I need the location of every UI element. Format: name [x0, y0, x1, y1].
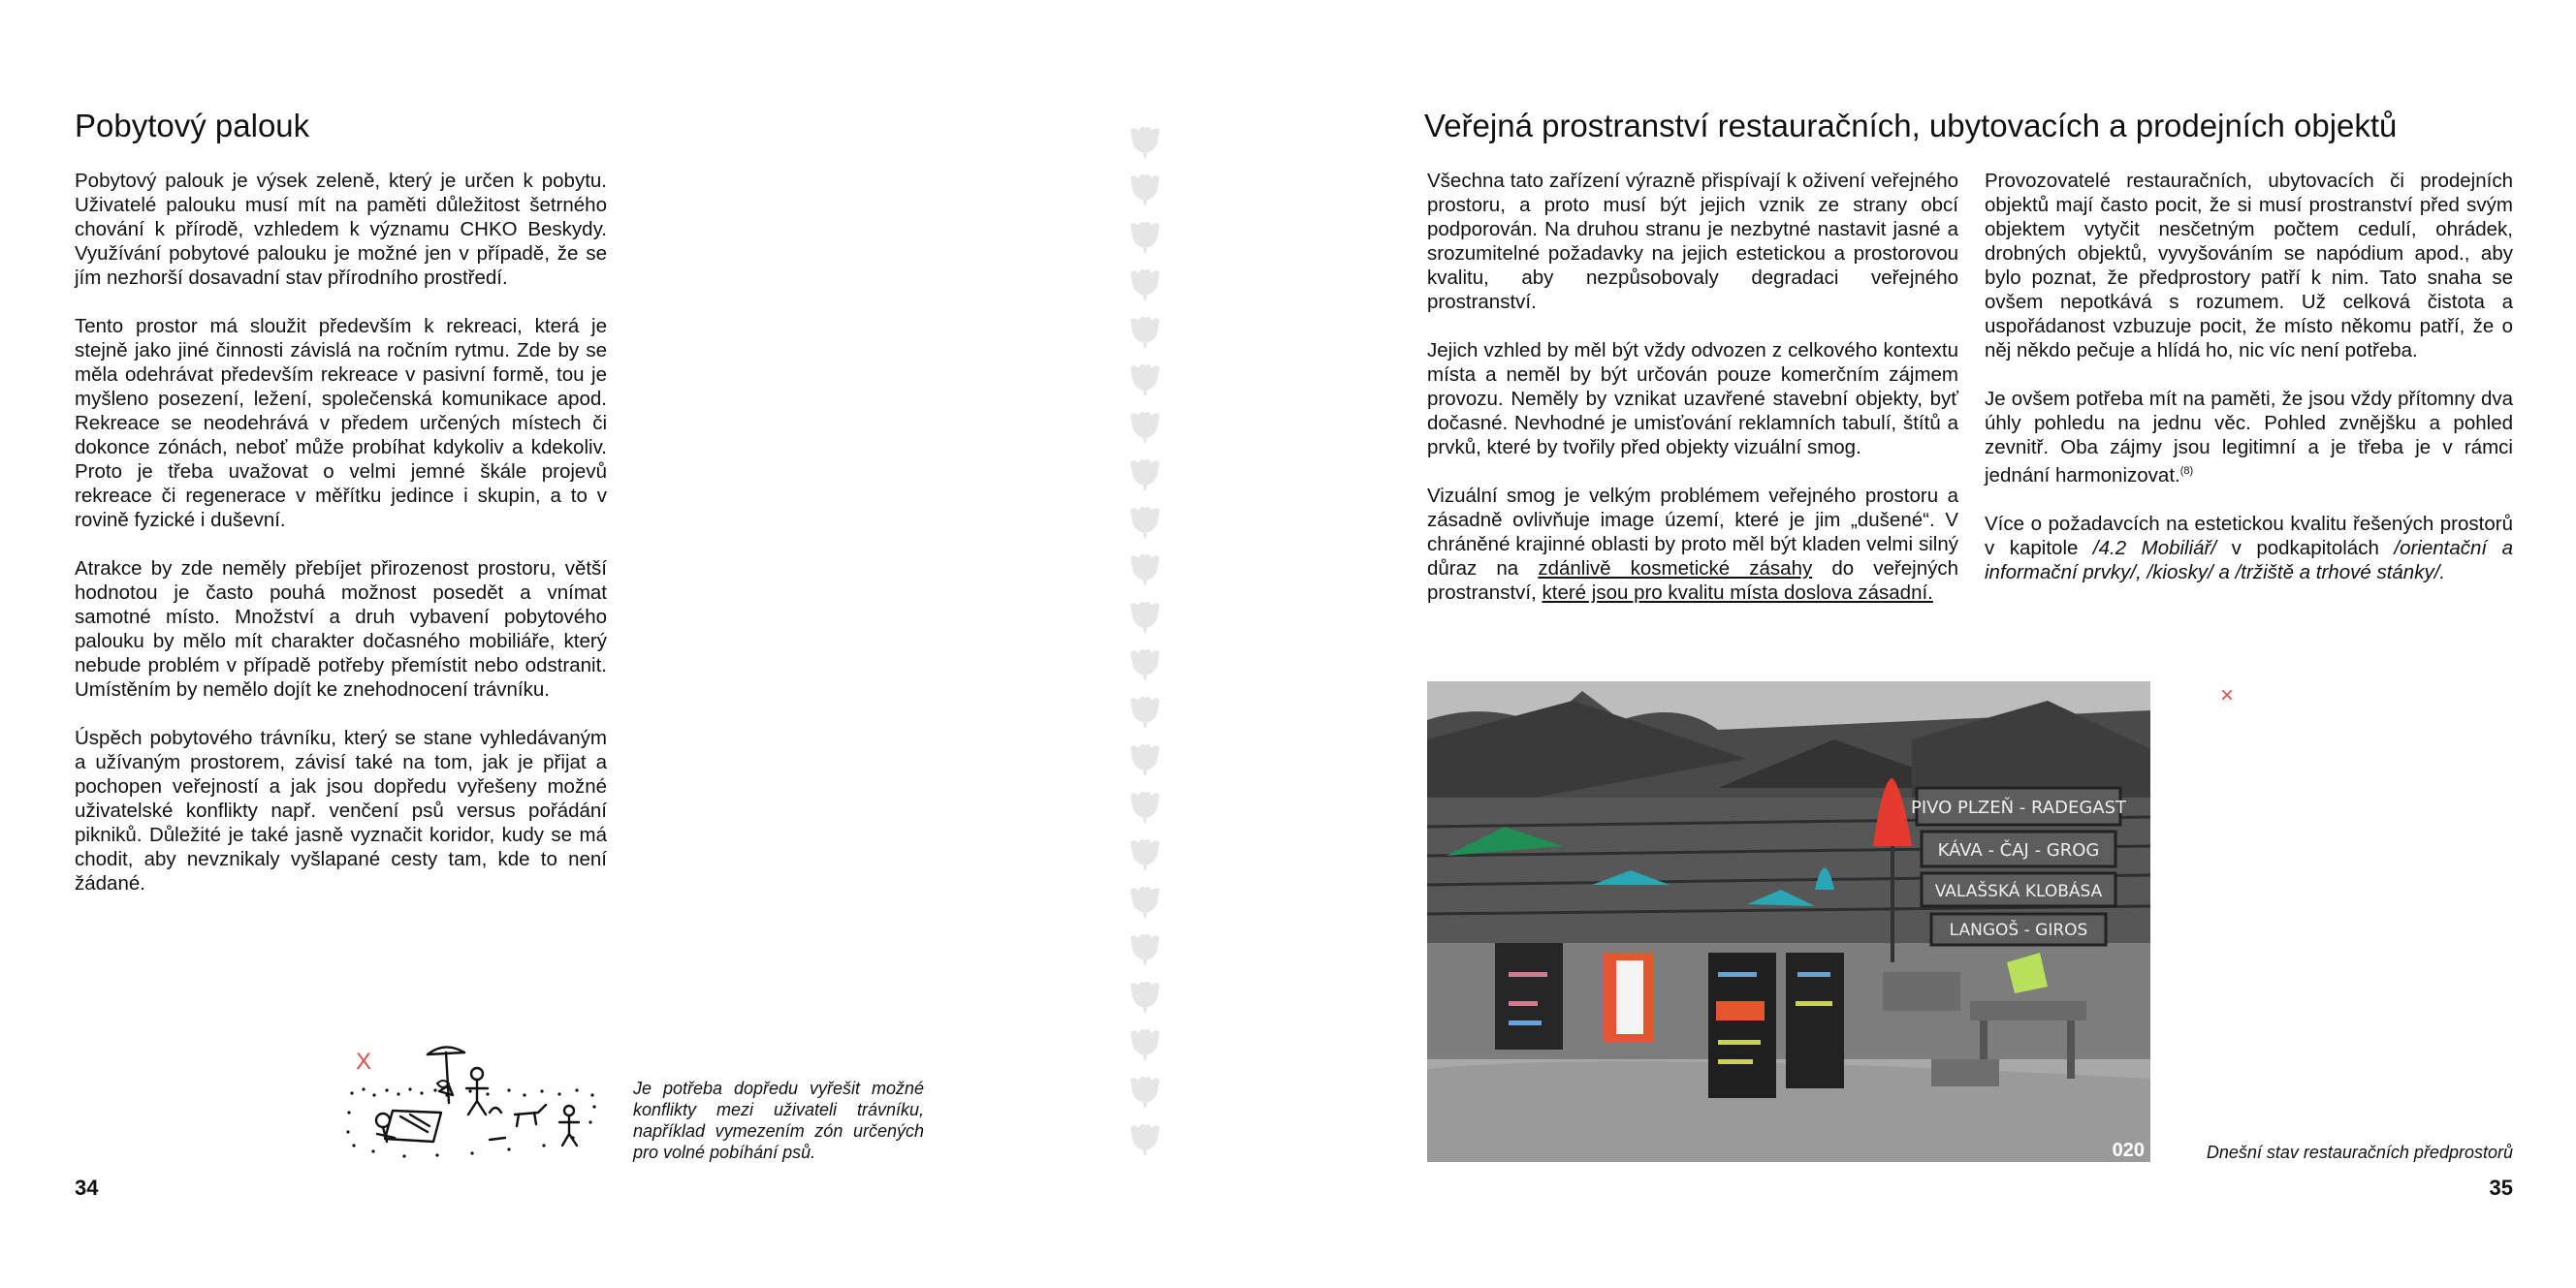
- underlined-phrase: které jsou pro kvalitu místa doslova zásadní.: [1542, 581, 1933, 604]
- page-number-right: 35: [2489, 1176, 2513, 1200]
- paragraph: Pobytový palouk je výsek zeleně, který je určen k pobytu. Uživatelé palouku musí mít na paměti důležitost šetrného chování k přírodě, vzhledem k významu CHKO Beskydy. Využívání pobytové palouku je možné jen v případě, že se jím nezhorší dosavadní stav přírodního prostředí.: [75, 170, 607, 289]
- page-number-left: 34: [75, 1176, 99, 1200]
- left-page-body: [75, 169, 607, 895]
- sign-text: VALAŠSKÁ KLOBÁSA: [1934, 882, 2103, 901]
- underlined-phrase: zdánlivě kosmetické zásahy: [1538, 557, 1813, 580]
- spine-bud-icon: [1130, 127, 1160, 1155]
- right-column-1: [1427, 169, 1958, 605]
- left-figure-caption: Je potřeba dopředu vyřešit možné konflikty mezi uživateli trávníku, například vymezením zón určených pro volné pobíhání psů.: [633, 1079, 924, 1162]
- spine-ornament: [1128, 124, 1162, 1161]
- sign-text: KÁVA - ČAJ - GROG: [1937, 840, 2100, 861]
- sign-text: LANGOŠ - GIROS: [1949, 921, 2088, 940]
- right-page-title: Veřejná prostranství restauračních, ubytovacích a prodejních objektů: [1424, 108, 2398, 143]
- paragraph: Vizuální smog je velkým problémem veřejného prostoru a zásadně ovlivňuje image území, které je jim „dušené“. V chráněné krajinné oblasti by proto měl být kladen velmi silný důraz na zdánlivě kosmetické zásahy do veřejných prostranství, které jsou pro kvalitu místa doslova zásadní.: [1427, 485, 1958, 604]
- restaurant-photo: [1427, 681, 2150, 1162]
- right-column-2: [1985, 169, 2513, 584]
- sign-text: PIVO PLZEŇ - RADEGAST: [1910, 798, 2127, 818]
- paragraph: Úspěch pobytového trávníku, který se stane vyhledávaným a užívaným prostorem, závisí také na tom, jak je přijat a pochopen veřejností a jak jsou dopředu vyřešeny možné uživatelské konflikty např. venčení psů versus pořádání pikniků. Důležité je také jasně vyznačit koridor, kudy se má chodit, aby nevznikaly vyšlapané cesty tam, kde to není žádané.: [75, 727, 607, 895]
- paragraph: Tento prostor má sloužit především k rekreaci, která je stejně jako jiné činnosti závislá na ročním rytmu. Zde by se měla odehrávat především rekreace v pasivní formě, tou je myšleno posezení, ležení, společenská komunikace apod. Rekreace se neodehrává v předem určených místech či dokonce zónách, neboť může probíhat kdykoliv a kdekoliv. Proto je třeba uvažovat o velmi jemné škále projevů rekreace či regenerace v měřítku jedince i skupin, a to v rovině fyzické i duševní.: [75, 315, 607, 531]
- paragraph: Více o požadavcích na estetickou kvalitu řešených prostorů v kapitole /4.2 Mobiliář/ v podkapitolách /orientační a informační prvky/, /kiosky/ a /tržiště a trhové stánky/.: [1985, 512, 2514, 583]
- photo-number: 020: [2112, 1140, 2145, 1161]
- sketch-marker: X: [356, 1049, 372, 1075]
- sketch-illustration-icon: [344, 1045, 601, 1163]
- right-figure-caption: Dnešní stav restauračních předprostorů: [2206, 1143, 2513, 1162]
- paragraph: Atrakce by zde neměly přebíjet přirozenost prostoru, větší hodnotou je často pouhá možnost posedět a vnímat samotné místo. Množství a druh vybavení pobytového palouku by mělo mít charakter dočasného mobiliáře, který nebude problém v případě potřeby přemístit nebo odstranit. Umístěním by nemělo dojít ke znehodnocení trávníku.: [75, 557, 607, 701]
- paragraph: Všechna tato zařízení výrazně přispívají k oživení veřejného prostoru, a proto musí být jejich vznik ze strany obcí podporován. Na druhou stranu je nezbytné nastavit jasné a srozumitelné požadavky na jejich estetickou a prostorovou kvalitu, aby nezpůsobovaly degradaci veřejného prostranství.: [1427, 170, 1958, 313]
- footnote-ref: (8): [2179, 465, 2194, 477]
- paragraph: Jejich vzhled by měl být vždy odvozen z celkového kontextu místa a neměl by být určován pouze komerčním zájmem provozu. Neměly by vznikat uzavřené stavební objekty, byť dočasné. Nevhodné je umisťování reklamních tabulí, štítů a prvků, které by tvořily před objekty vizuální smog.: [1427, 339, 1958, 458]
- left-page-title: Pobytový palouk: [75, 108, 310, 143]
- paragraph: Je ovšem potřeba mít na paměti, že jsou vždy přítomny dva úhly pohledu na jednu věc. Pohled zvnějšku a pohled zevnitř. Oba zájmy jsou legitimní a je třeba je v rámci jednání harmonizovat.$^{(8)}$: [1985, 388, 2513, 487]
- paragraph: Provozovatelé restauračních, ubytovacích či prodejních objektů mají často pocit, že si musí prostranství před svým objektem vytyčit nesčetným počtem cedulí, ohrádek, drobných objektů, vyvyšováním se napódium apod., aby bylo poznat, že předprostory patří k nim. Tato snaha se ovšem nepotkává s rozumem. Už celková čistota a uspořádanost vzbuzuje pocit, že místo někomu patří, že o něj někdo pečuje a hlídá ho, nic víc není potřeba.: [1985, 170, 2513, 361]
- close-mark-icon: ×: [2220, 682, 2235, 708]
